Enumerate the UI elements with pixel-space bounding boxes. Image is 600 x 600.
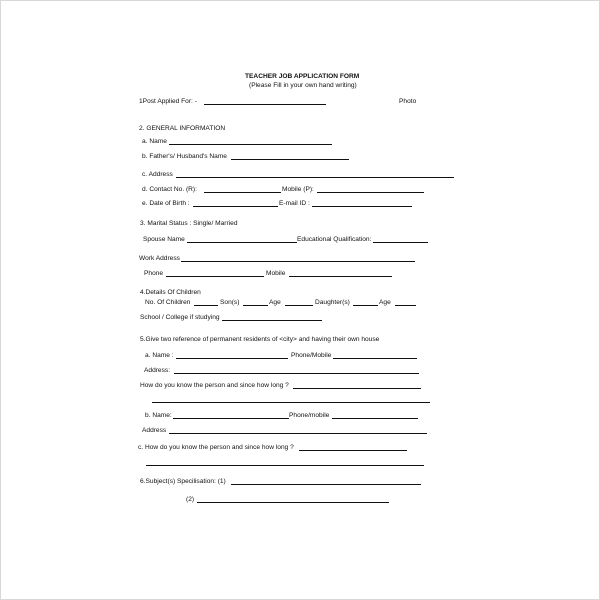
ref-b-phone-label: Phone/mobile <box>289 412 330 419</box>
email-field[interactable] <box>312 206 412 207</box>
spouse-mobile-field[interactable] <box>289 276 392 277</box>
ref-a-how-label: How do you know the person and since how long ? <box>140 382 289 389</box>
subject-2-label: (2) <box>186 496 195 503</box>
photo-label: Photo <box>399 98 417 105</box>
dob-label: e. Date of Birth : <box>142 200 190 207</box>
section-5-heading: 5.Give two reference of permanent residents of <city> and having their own house <box>140 336 380 343</box>
post-applied-field[interactable] <box>204 104 326 105</box>
spouse-field[interactable] <box>187 242 297 243</box>
ref-a-address-label: Address: <box>144 367 171 374</box>
education-label: Educational Qualification: <box>297 236 372 243</box>
ref-c-how-field[interactable] <box>299 450 407 451</box>
spouse-mobile-label: Mobile <box>266 270 286 277</box>
father-name-label: b. Father's/ Husband's Name <box>142 153 227 160</box>
ref-a-how-field-2[interactable] <box>152 402 430 403</box>
father-name-field[interactable] <box>231 159 349 160</box>
work-address-field[interactable] <box>181 261 415 262</box>
mobile-p-field[interactable] <box>317 192 424 193</box>
contact-label: d. Contact No. (R): <box>142 186 197 193</box>
email-label: E-mail ID : <box>279 200 310 207</box>
ref-a-phone-field[interactable] <box>333 358 417 359</box>
form-title: TEACHER JOB APPLICATION FORM <box>245 73 360 80</box>
ref-a-name-field[interactable] <box>176 358 288 359</box>
section-6-heading: 6.Subject(s) Specilisation: (1) <box>140 478 226 485</box>
ref-a-how-field[interactable] <box>293 388 421 389</box>
sons-field[interactable] <box>243 305 268 306</box>
post-applied-label: 1Post Applied For: - <box>139 98 197 105</box>
form-subtitle: (Please Fill in your own hand writing) <box>249 82 357 89</box>
school-label: School / College if studying <box>140 314 220 321</box>
dob-field[interactable] <box>193 206 278 207</box>
address-label: c. Address <box>142 171 173 178</box>
sons-age-field[interactable] <box>285 305 313 306</box>
ref-b-address-field[interactable] <box>169 433 427 434</box>
ref-c-how-field-2[interactable] <box>146 465 424 466</box>
phone-field[interactable] <box>166 276 264 277</box>
contact-field[interactable] <box>204 192 281 193</box>
ref-b-phone-field[interactable] <box>332 418 418 419</box>
name-label: a. Name <box>142 138 167 145</box>
mobile-p-label: Mobile (P): <box>282 186 314 193</box>
sons-label: Son(s) <box>220 299 240 306</box>
sons-age-label: Age <box>269 299 281 306</box>
subject-2-field[interactable] <box>197 502 389 503</box>
education-field[interactable] <box>373 242 428 243</box>
num-children-label: No. Of Children <box>145 299 191 306</box>
daughters-age-field[interactable] <box>395 305 416 306</box>
num-children-field[interactable] <box>194 305 218 306</box>
ref-b-address-label: Address <box>142 427 167 434</box>
subject-1-field[interactable] <box>231 484 421 485</box>
phone-label: Phone <box>144 270 164 277</box>
ref-a-address-field[interactable] <box>174 373 419 374</box>
section-3-heading: 3. Marital Status : Single/ Married <box>140 220 238 227</box>
ref-a-name-label: a. Name : <box>145 352 174 359</box>
address-field[interactable] <box>176 177 454 178</box>
ref-b-name-label: b. Name: <box>145 412 172 419</box>
section-2-heading: 2. GENERAL INFORMATION <box>139 125 226 132</box>
spouse-label: Spouse Name <box>143 236 185 243</box>
ref-c-how-label: c. How do you know the person and since how long ? <box>138 444 294 451</box>
school-field[interactable] <box>222 320 322 321</box>
daughters-label: Daughter(s) <box>315 299 350 306</box>
daughters-field[interactable] <box>353 305 378 306</box>
section-4-heading: 4.Details Of Children <box>140 289 201 296</box>
name-field[interactable] <box>169 144 332 145</box>
daughters-age-label: Age <box>379 299 391 306</box>
ref-a-phone-label: Phone/Mobile <box>291 352 332 359</box>
work-address-label: Work Address <box>139 255 180 262</box>
ref-b-name-field[interactable] <box>173 418 289 419</box>
